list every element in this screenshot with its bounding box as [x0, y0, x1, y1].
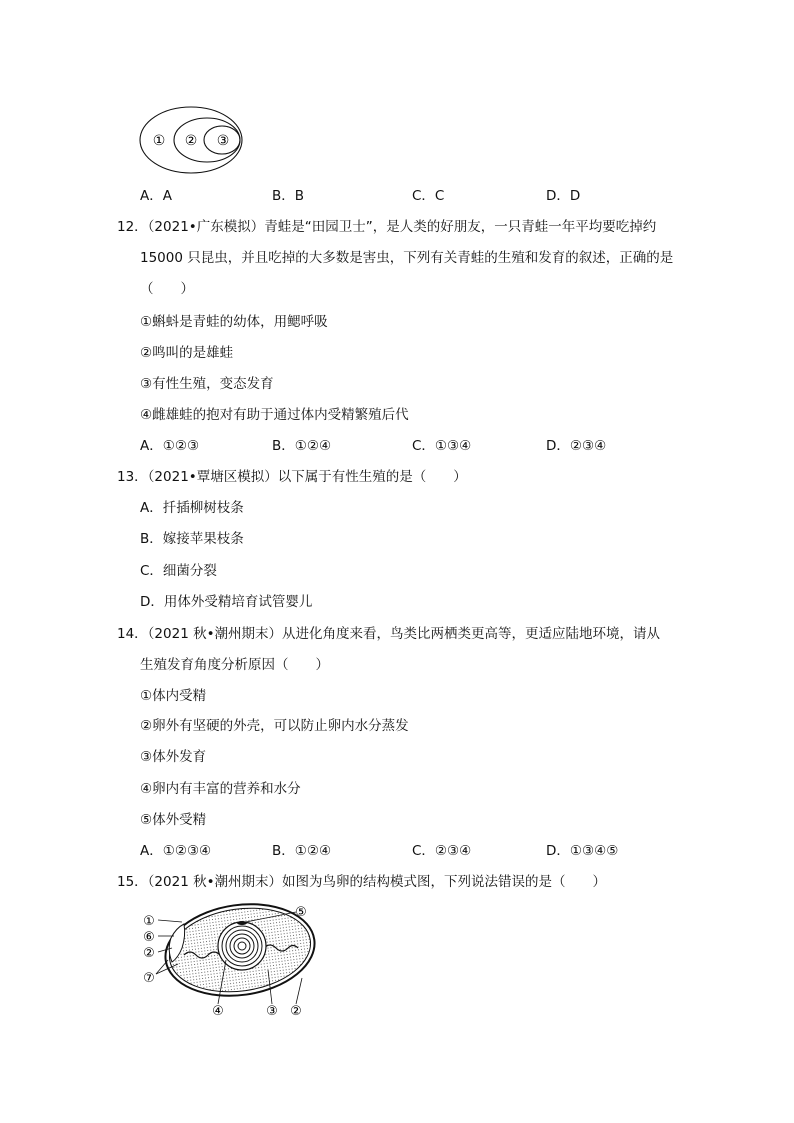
q14-option-b[interactable]: B．①②④	[272, 843, 332, 859]
egg-label-1: ①	[143, 914, 155, 929]
egg-label-2-right: ②	[290, 1004, 302, 1019]
egg-label-4: ④	[212, 1004, 224, 1019]
q12-option-d[interactable]: D．②③④	[546, 438, 607, 454]
venn-label-1: ①	[152, 133, 166, 149]
q13-option-a[interactable]: A．扦插柳树枝条	[140, 500, 244, 516]
egg-label-3: ③	[266, 1004, 278, 1019]
q14-options	[140, 841, 660, 861]
q12-statement-2: ②鸣叫的是雄蛙	[140, 345, 234, 361]
venn-label-3: ③	[216, 133, 230, 149]
q11-option-d[interactable]: D．D	[546, 188, 581, 204]
q12-statement-4: ④雌雄蛙的抱对有助于通过体内受精繁殖后代	[140, 407, 409, 423]
q14-option-c[interactable]: C．②③④	[412, 843, 472, 859]
q12-option-c[interactable]: C．①③④	[412, 438, 472, 454]
q15-stem-line1: 15．（2021 秋•潮州期末）如图为鸟卵的结构模式图，下列说法错误的是（ ）	[117, 874, 607, 890]
egg-label-2-left: ②	[143, 946, 155, 961]
q11-option-c[interactable]: C．C	[412, 188, 445, 204]
q14-statement-5: ⑤体外受精	[140, 812, 207, 828]
egg-germinal-disc	[237, 921, 247, 925]
leader-line	[156, 960, 168, 974]
leader-line	[158, 920, 182, 922]
q13-option-b[interactable]: B．嫁接苹果枝条	[140, 531, 244, 547]
q11-option-b[interactable]: B．B	[272, 188, 305, 204]
q12-stem-line3: （ ）	[140, 281, 194, 297]
q14-stem-line2: 生殖发育角度分析原因（ ）	[140, 657, 329, 673]
q13-option-c[interactable]: C．细菌分裂	[140, 563, 217, 579]
bird-egg-diagram	[138, 900, 328, 1020]
q14-statement-4: ④卵内有丰富的营养和水分	[140, 781, 301, 797]
q12-stem-line2: 15000 只昆虫，并且吃掉的大多数是害虫，下列有关青蛙的生殖和发育的叙述，正确的是	[140, 250, 674, 266]
egg-label-6: ⑥	[143, 930, 155, 945]
egg-label-7: ⑦	[143, 971, 155, 986]
venn-diagram	[138, 102, 250, 178]
q12-options	[140, 436, 660, 456]
egg-label-5: ⑤	[295, 905, 307, 920]
q14-statement-3: ③体外发育	[140, 749, 207, 765]
q11-options	[140, 186, 660, 206]
q13-stem-line1: 13．（2021•覃塘区模拟）以下属于有性生殖的是（ ）	[117, 469, 467, 485]
venn-label-2: ②	[184, 133, 198, 149]
q12-statement-1: ①蝌蚪是青蛙的幼体，用鳃呼吸	[140, 314, 328, 330]
q14-statement-2: ②卵外有坚硬的外壳，可以防止卵内水分蒸发	[140, 718, 409, 734]
q12-option-a[interactable]: A．①②③	[140, 438, 200, 454]
leader-line	[296, 978, 302, 1004]
q12-statement-3: ③有性生殖，变态发育	[140, 376, 274, 392]
q13-option-d[interactable]: D．用体外受精培育试管婴儿	[140, 594, 313, 610]
q14-option-a[interactable]: A．①②③④	[140, 843, 212, 859]
q14-option-d[interactable]: D．①③④⑤	[546, 843, 619, 859]
q12-stem-line1: 12．（2021•广东模拟）青蛙是“田园卫士”，是人类的好朋友，一只青蛙一年平均要吃掉约	[117, 219, 657, 235]
q12-option-b[interactable]: B．①②④	[272, 438, 332, 454]
q14-stem-line1: 14．（2021 秋•潮州期末）从进化角度来看，鸟类比两栖类更高等，更适应陆地环境，请从	[117, 626, 661, 642]
q11-option-a[interactable]: A．A	[140, 188, 172, 204]
q14-statement-1: ①体内受精	[140, 688, 207, 704]
